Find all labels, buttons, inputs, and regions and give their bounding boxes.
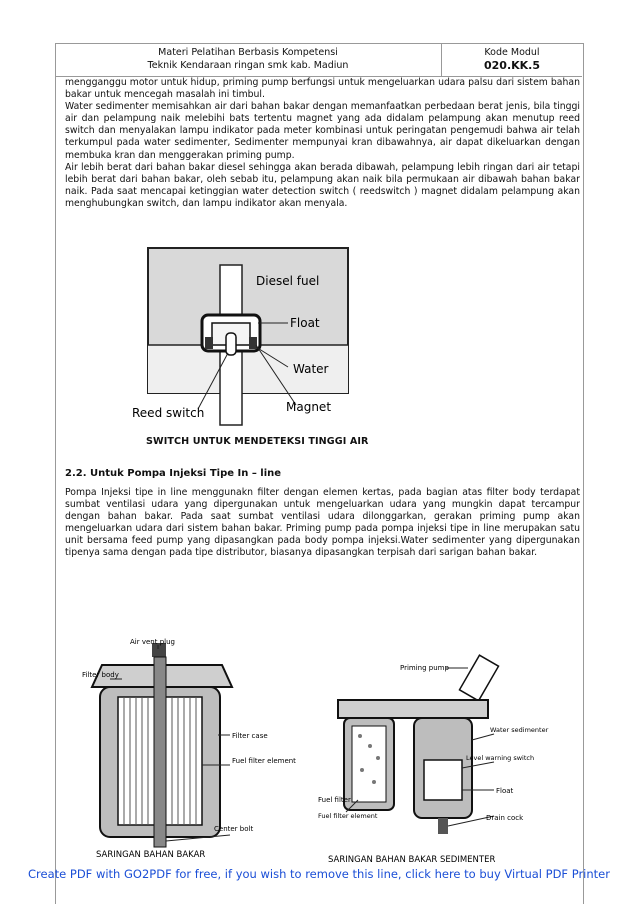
label-filter-body: Filter body <box>82 671 119 679</box>
module-code-value: 020.KK.5 <box>483 59 541 72</box>
label-fuel-filter-element: Fuel filter element <box>318 812 378 820</box>
label-priming-pump: Priming pump <box>400 664 449 672</box>
label-water: Water <box>293 362 329 376</box>
label-reed-switch: Reed switch <box>132 406 205 420</box>
paragraph: Air lebih berat dari bahan bakar diesel sehingga akan berada dibawah, pelampung lebih ringan dari air tetapi lebih berat dari bahan bakar, oleh sebab itu, pelampung akan naik bila permukaan air dibawah bahan bakar naik. Pada saat mencapai ketinggian water detection switch ( reedswitch ) magnet didalam pelampung akan menghubungkan switch, dan lampu indikator akan menyala. <box>65 161 580 209</box>
label-float: Float <box>496 787 514 795</box>
page-header <box>55 43 582 77</box>
section-title: 2.2. Untuk Pompa Injeksi Tipe In – line <box>65 468 282 479</box>
header-title-line1: Materi Pelatihan Berbasis Kompetensi <box>158 47 338 58</box>
label-level-warning-switch: Level warning switch <box>466 754 535 762</box>
header-title-cell <box>55 43 442 76</box>
paragraph: Water sedimenter memisahkan air dari bahan bakar dengan memanfaatkan perbedaan berat jenis, bila tinggi air dan pelampung naik melebihi bats tertentu magnet yang ada didalam pelampung akan menutup reed switch dan menyalakan lampu indikator pada meter kombinasi untuk peringatan pengemudi bahwa air telah terkumpul pada water sedimenter, Sedimenter mempunyai kran dibawahnya, air dapat dikeluarkan dengan membuka kran dan menggerakan priming pump. <box>65 101 580 161</box>
label-filter-case: Filter case <box>232 732 268 740</box>
header-code-cell <box>442 43 582 76</box>
header-title-line2: Teknik Kendaraan ringan smk kab. Madiun <box>147 60 349 71</box>
module-code-label: Kode Modul <box>484 47 540 58</box>
pdf-footer-link[interactable]: Create PDF with GO2PDF for free, if you wish to remove this line, click here to buy Virtual PDF Printer <box>28 867 610 881</box>
figure2-caption: SARINGAN BAHAN BAKAR <box>96 850 206 860</box>
fuel-filter-figure <box>82 635 296 860</box>
label-diesel-fuel: Diesel fuel <box>256 274 320 288</box>
label-fuel-filter: Fuel filter <box>318 796 351 804</box>
figure3-caption: SARINGAN BAHAN BAKAR SEDIMENTER <box>328 855 496 865</box>
section-text-block <box>65 487 580 560</box>
label-water-sedimenter: Water sedimenter <box>490 726 549 734</box>
label-fuel-filter-element: Fuel filter element <box>232 757 296 765</box>
figure1-caption: SWITCH UNTUK MENDETEKSI TINGGI AIR <box>146 436 369 447</box>
label-center-bolt: Center bolt <box>214 825 254 833</box>
label-drain-cock: Drain cock <box>486 814 524 822</box>
paragraph: Pompa Injeksi tipe in line menggunakn filter dengan elemen kertas, pada bagian atas filter body terdapat sumbat ventilasi udara yang dipergunakan untuk mengeluarkan udara yang mungkin dapat tercampur dengan bahan bakar. Pada saat sumbat ventilasi udara dilonggarkan, gerakan priming pump akan mengeluarkan udara dari sistem bahan bakar. Priming pump pada pompa injeksi tipe in line merupakan satu unit bersama feed pump yang dipasangkan pada body pompa injeksi.Water sedimenter yang dipergunakan tipenya sama dengan pada tipe distributor, biasanya dipasangkan terpisah dari sarigan bahan bakar. <box>65 487 580 559</box>
label-magnet: Magnet <box>286 400 332 414</box>
label-float: Float <box>290 316 320 330</box>
sedimenter-filter-figure <box>318 650 549 865</box>
water-switch-figure <box>128 245 373 425</box>
label-air-vent-plug: Air vent plug <box>130 638 175 646</box>
paragraph: mengganggu motor untuk hidup, priming pump berfungsi untuk mengeluarkan udara palsu dari sistem bahan bakar untuk mencegah masalah ini timbul. <box>65 77 580 101</box>
intro-text-block <box>65 77 580 210</box>
